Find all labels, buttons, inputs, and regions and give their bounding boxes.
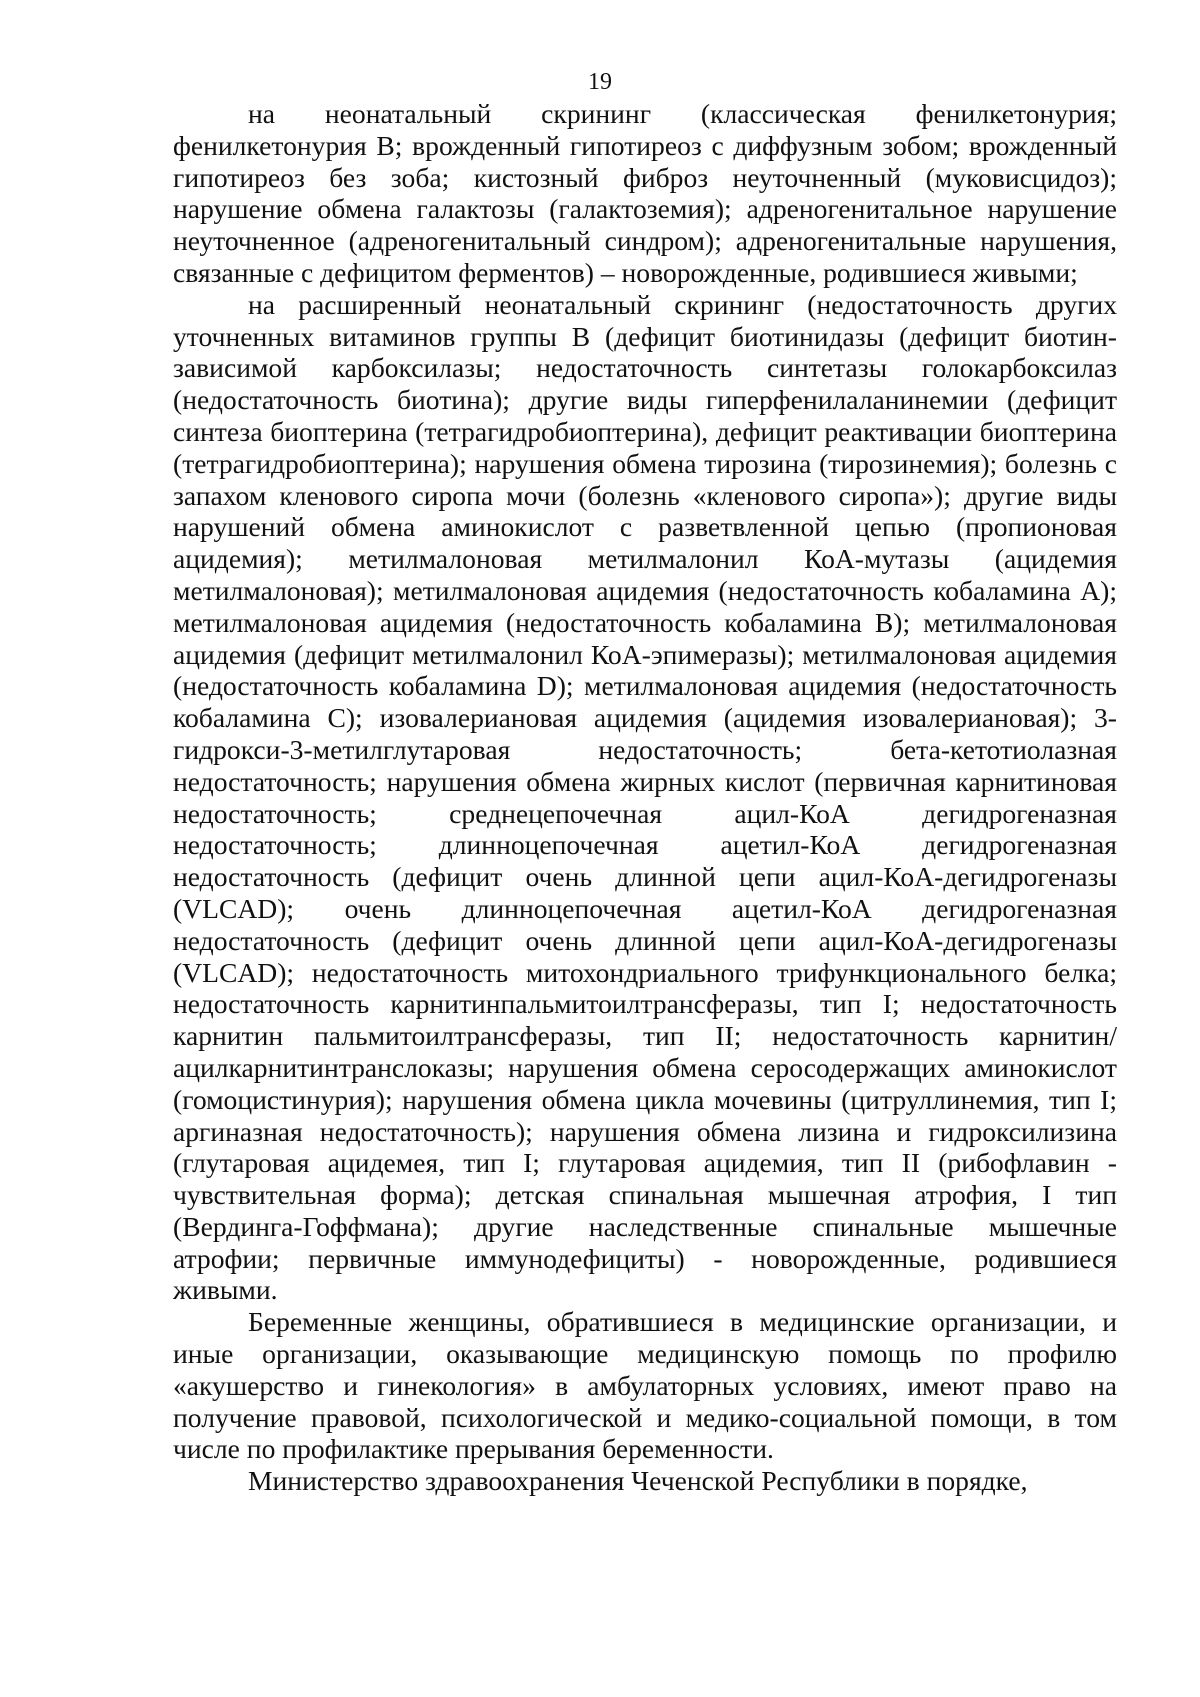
document-body <box>173 98 1117 1497</box>
paragraph-extended-neonatal-screening: на расширенный неонатальный скрининг (недостаточность других уточненных витаминов группы В (дефицит биотинидазы (дефицит биотин-зависимой карбоксилазы; недостаточность синтетазы голокарбоксилаз (недостаточность биотина); другие виды гиперфенилаланинемии (дефицит синтеза биоптерина (тетрагидробиоптерина), дефицит реактивации биоптерина (тетрагидробиоптерина); нарушения обмена тирозина (тирозинемия); болезнь с запахом кленового сиропа мочи (болезнь «кленового сиропа»); другие виды нарушений обмена аминокислот с разветвленной цепью (пропионовая ацидемия); метилмалоновая метилмалонил КоА-мутазы (ацидемия метилмалоновая); метилмалоновая ацидемия (недостаточность кобаламина А); метилмалоновая ацидемия (недостаточность кобаламина В); метилмалоновая ацидемия (дефицит метилмалонил КоА-эпимеразы); метилмалоновая ацидемия (недостаточность кобаламина D); метилмалоновая ацидемия (недостаточность кобаламина С); изовалериановая ацидемия (ацидемия изовалериановая); 3-гидрокси-3-метилглутаровая недостаточность; бета-кетотиолазная недостаточность; нарушения обмена жирных кислот (первичная карнитиновая недостаточность; среднецепочечная ацил-КоА дегидрогеназная недостаточность; длинноцепочечная ацетил-КоА дегидрогеназная недостаточность (дефицит очень длинной цепи ацил-КоА-дегидрогеназы (VLCAD); очень длинноцепочечная ацетил-КоА дегидрогеназная недостаточность (дефицит очень длинной цепи ацил-КоА-дегидрогеназы (VLCAD); недостаточность митохондриального трифункционального белка; недостаточность карнитинпальмитоилтрансферазы, тип I; недостаточность карнитин пальмитоилтрансферазы, тип II; недостаточность карнитин/ацилкарнитинтранслоказы; нарушения обмена серосодержащих аминокислот (гомоцистинурия); нарушения обмена цикла мочевины (цитруллинемия, тип I; аргиназная недостаточность); нарушения обмена лизина и гидроксилизина (глутаровая ацидемея, тип I; глутаровая ацидемия, тип II (рибофлавин - чувствительная форма); детская спинальная мышечная атрофия, I тип (Вердинга-Гоффмана); другие наследственные спинальные мышечные атрофии; первичные иммунодефициты) - новорожденные, родившиеся живыми. <box>173 288 1117 1306</box>
page-number: 19 <box>588 69 612 95</box>
paragraph-ministry: Министерство здравоохранения Чеченской Республики в порядке, <box>248 1465 1028 1497</box>
paragraph-pregnant-women: Беременные женщины, обратившиеся в медицинские организации, и иные организации, оказывающие медицинскую помощь по профилю «акушерство и гинекология» в амбулаторных условиях, имеют право на получение правовой, психологической и медико-социальной помощи, в том числе по профилактике прерывания беременности. <box>173 1306 1117 1465</box>
paragraph-neonatal-screening: на неонатальный скрининг (классическая фенилкетонурия; фенилкетонурия В; врожденный гипотиреоз с диффузным зобом; врожденный гипотиреоз без зоба; кистозный фиброз неуточненный (муковисцидоз); нарушение обмена галактозы (галактоземия); адреногенитальное нарушение неуточненное (адреногенитальный синдром); адреногенитальные нарушения, связанные с дефицитом ферментов) – новорожденные, родившиеся живыми; <box>173 98 1117 288</box>
